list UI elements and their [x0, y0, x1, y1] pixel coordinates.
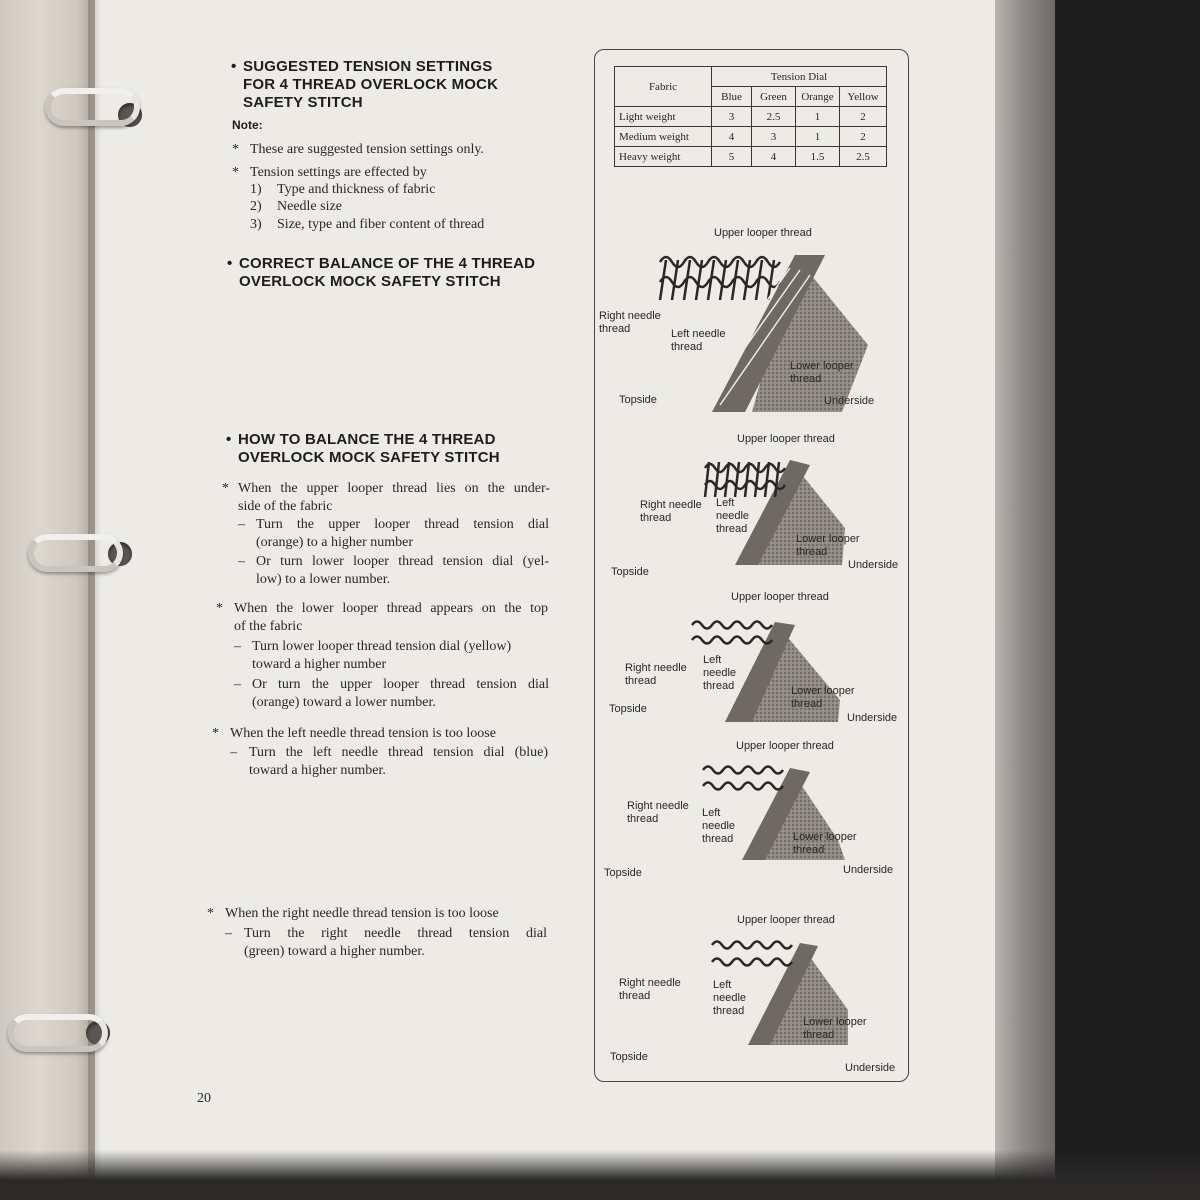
label-line: Lower looper — [796, 533, 860, 545]
note-item-text: Tension settings are effected by — [250, 165, 427, 180]
label-line: thread — [640, 512, 672, 524]
table-header-orange: Orange — [796, 87, 840, 107]
label-line: thread — [793, 844, 825, 856]
label-upper-looper: Upper looper thread — [736, 740, 834, 752]
step-marker: * — [216, 601, 223, 616]
label-line: needle — [702, 820, 736, 832]
note-sub-text: Size, type and fiber content of thread — [277, 217, 485, 232]
table-cell: 2 — [840, 127, 887, 147]
table-cell: 4 — [752, 147, 796, 167]
heading-line: FOR 4 THREAD OVERLOCK MOCK — [243, 76, 499, 93]
label-line: Right needle — [619, 977, 681, 989]
label-right-needle — [599, 310, 661, 336]
label-line: thread — [702, 833, 734, 845]
text-line: (orange) to a higher number — [256, 535, 414, 550]
dash: – — [234, 677, 241, 692]
table-cell-fabric: Medium weight — [615, 127, 712, 147]
step-3-intro: When the left needle thread tension is too loose — [230, 726, 496, 741]
label-underside: Underside — [847, 712, 898, 724]
label-underside: Underside — [843, 864, 894, 876]
heading-line: OVERLOCK MOCK SAFETY STITCH — [239, 273, 501, 290]
label-topside: Topside — [611, 566, 649, 578]
text-line: When the upper looper thread lies on the under- — [238, 481, 550, 496]
note-sub-number: 1) — [250, 182, 262, 197]
label-line: Left needle — [671, 328, 726, 340]
note-sub-number: 2) — [250, 199, 262, 214]
text-line: Or turn the upper looper thread tension dial — [252, 677, 549, 692]
label-line: thread — [790, 373, 822, 385]
label-topside: Topside — [604, 867, 642, 879]
heading-line: SUGGESTED TENSION SETTINGS — [243, 58, 493, 75]
note-sub-number: 3) — [250, 217, 262, 232]
step-4-intro: When the right needle thread tension is too loose — [225, 906, 499, 921]
table-cell: 3 — [712, 107, 752, 127]
label-topside: Topside — [610, 1051, 648, 1063]
label-line: needle — [713, 992, 747, 1004]
text-line: Turn the left needle thread tension dial (blue) — [249, 745, 548, 760]
dash: – — [238, 517, 245, 532]
label-left-needle — [713, 979, 746, 1018]
label-line: thread — [625, 675, 657, 687]
label-left-needle — [716, 497, 749, 536]
label-line: Left — [716, 497, 735, 509]
table-cell: 2.5 — [840, 147, 887, 167]
table-header-yellow: Yellow — [840, 87, 887, 107]
label-line: Left — [703, 654, 722, 666]
text-line: Turn the right needle thread tension dial — [244, 926, 547, 941]
note-item-text: These are suggested tension settings only. — [250, 142, 484, 157]
text-line: toward a higher number — [252, 657, 387, 672]
label-right-needle — [619, 977, 681, 1003]
table-cell: 3 — [752, 127, 796, 147]
table-header-fabric: Fabric — [615, 67, 712, 107]
text-line: When the lower looper thread appears on the top — [234, 601, 548, 616]
label-line: Right needle — [625, 662, 687, 674]
label-line: thread — [599, 323, 631, 335]
table-cell-fabric: Light weight — [615, 107, 712, 127]
label-lower-looper — [793, 831, 857, 857]
table-cell: 1 — [796, 127, 840, 147]
text-line: Turn lower looper thread tension dial (yellow) — [252, 639, 512, 654]
label-lower-looper — [803, 1016, 867, 1042]
note-sub-text: Needle size — [277, 199, 342, 214]
table-cell: 5 — [712, 147, 752, 167]
label-line: Lower looper — [790, 360, 854, 372]
label-line: thread — [627, 813, 659, 825]
label-lower-looper — [790, 360, 854, 386]
dash: – — [234, 639, 241, 654]
table-cell: 2 — [840, 107, 887, 127]
dash: – — [230, 745, 237, 760]
label-underside: Underside — [848, 559, 899, 571]
label-line: thread — [703, 680, 735, 692]
dash: – — [238, 554, 245, 569]
table-cell: 4 — [712, 127, 752, 147]
heading-tension-settings: • SUGGESTED TENSION SETTINGS FOR 4 THREAD OVERLOCK MOCK SAFETY STITCH — [231, 58, 499, 111]
heading-line: HOW TO BALANCE THE 4 THREAD — [238, 431, 496, 448]
label-line: thread — [716, 523, 748, 535]
step-marker: * — [207, 906, 214, 921]
label-right-needle — [640, 499, 702, 525]
label-left-needle — [703, 654, 736, 693]
label-upper-looper: Upper looper thread — [737, 433, 835, 445]
label-line: Right needle — [599, 310, 661, 322]
label-lower-looper — [796, 533, 860, 559]
table-header-tension-dial: Tension Dial — [712, 67, 887, 87]
label-line: Lower looper — [793, 831, 857, 843]
label-topside: Topside — [619, 394, 657, 406]
text-line: of the fabric — [234, 619, 303, 634]
label-underside: Underside — [845, 1062, 896, 1074]
label-line: Right needle — [627, 800, 689, 812]
text-line: Or turn lower looper thread tension dial (yel- — [256, 554, 549, 569]
table-cell-fabric: Heavy weight — [615, 147, 712, 167]
label-line: thread — [713, 1005, 745, 1017]
text-line: (green) toward a higher number. — [244, 944, 425, 959]
table-cell: 2.5 — [752, 107, 796, 127]
label-line: Left — [713, 979, 732, 991]
note-item: * — [232, 142, 239, 157]
label-line: thread — [619, 990, 651, 1002]
label-right-needle — [625, 662, 687, 688]
label-line: Right needle — [640, 499, 702, 511]
text-line: low) to a lower number. — [256, 572, 391, 587]
table-cell: 1 — [796, 107, 840, 127]
label-line: thread — [803, 1029, 835, 1041]
step-marker: * — [222, 481, 229, 496]
note-item: * — [232, 165, 239, 180]
text-line: (orange) toward a lower number. — [252, 695, 436, 710]
heading-line: OVERLOCK MOCK SAFETY STITCH — [238, 449, 500, 466]
table-cell: 1.5 — [796, 147, 840, 167]
page-number: 20 — [197, 1091, 211, 1106]
label-line: Left — [702, 807, 721, 819]
label-left-needle — [702, 807, 735, 846]
label-line: needle — [703, 667, 737, 679]
label-topside: Topside — [609, 703, 647, 715]
label-lower-looper — [791, 685, 855, 711]
label-line: thread — [671, 341, 703, 353]
text-line: toward a higher number. — [249, 763, 386, 778]
label-line: needle — [716, 510, 750, 522]
label-line: Lower looper — [791, 685, 855, 697]
label-left-needle — [671, 328, 725, 354]
label-right-needle — [627, 800, 689, 826]
label-upper-looper: Upper looper thread — [731, 591, 829, 603]
dash: – — [225, 926, 232, 941]
text-line: side of the fabric — [238, 499, 333, 514]
label-upper-looper: Upper looper thread — [714, 227, 812, 239]
note-label: Note: — [232, 118, 263, 132]
text-line: Turn the upper looper thread tension dial — [256, 517, 549, 532]
heading-how-to-balance: • HOW TO BALANCE THE 4 THREAD OVERLOCK MOCK SAFETY STITCH — [226, 431, 500, 466]
heading-line: CORRECT BALANCE OF THE 4 THREAD — [239, 255, 536, 272]
note-sub-text: Type and thickness of fabric — [277, 182, 436, 197]
heading-line: SAFETY STITCH — [243, 94, 363, 111]
table-header-green: Green — [752, 87, 796, 107]
label-line: thread — [791, 698, 823, 710]
step-marker: * — [212, 726, 219, 741]
heading-correct-balance: • CORRECT BALANCE OF THE 4 THREAD OVERLOCK MOCK SAFETY STITCH — [227, 255, 536, 290]
label-line: Lower looper — [803, 1016, 867, 1028]
label-upper-looper: Upper looper thread — [737, 914, 835, 926]
table-header-blue: Blue — [712, 87, 752, 107]
label-line: thread — [796, 546, 828, 558]
label-underside: Underside — [824, 395, 875, 407]
